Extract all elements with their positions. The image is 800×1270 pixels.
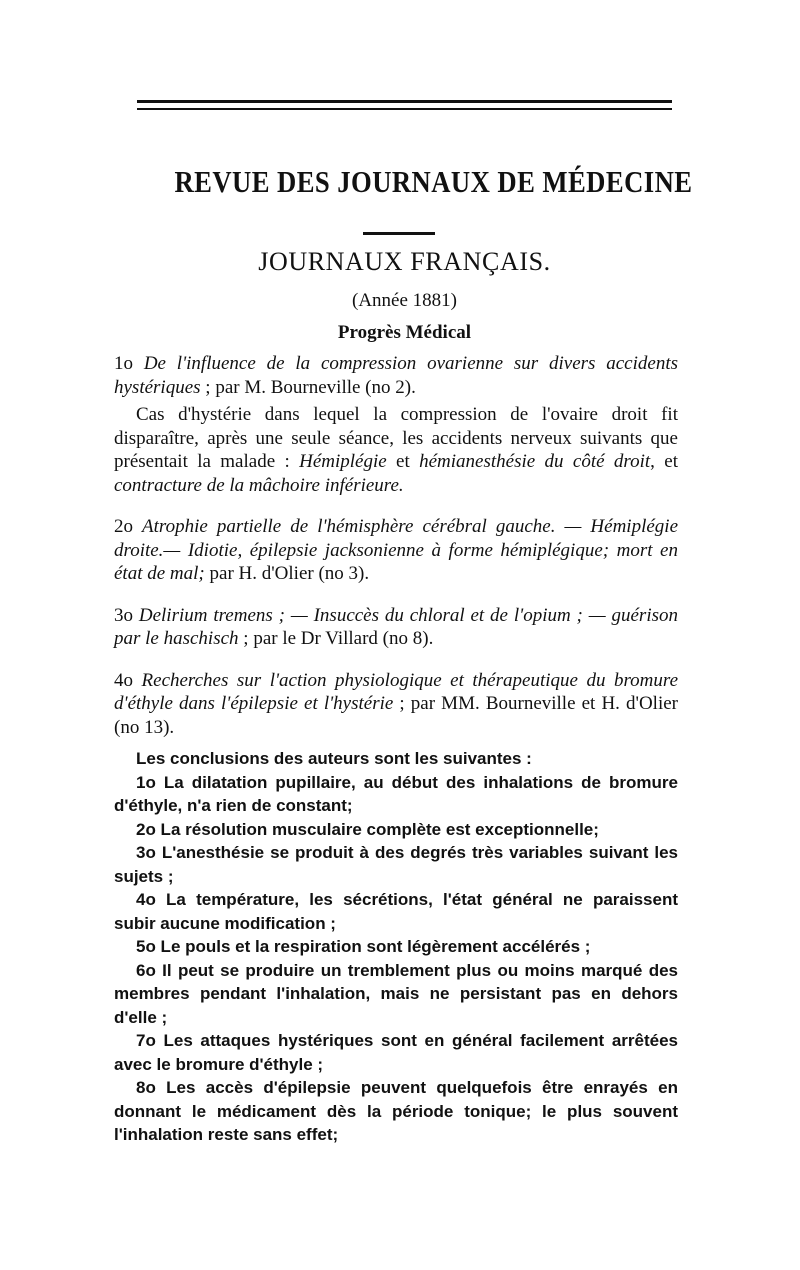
item-title: Recherches sur l'action physiologique et thérapeutique du bromure d'éthyle dans l'épilepsie et l'hystérie <box>114 669 679 714</box>
item-attribution: ; par MM. Bourneville et H. d'Olier (no 13). <box>114 693 678 738</box>
year-label: (Année 1881) <box>352 290 457 311</box>
conclusion-point: 8o Les accès d'épilepsie peuvent quelquefois être enrayés en donnant le médicament dès la période tonique; le plus souvent l'inhalation reste sans effet; <box>114 1078 678 1144</box>
summary-emphasis: Hémiplégie <box>299 451 387 472</box>
page-title: REVUE DES JOURNAUX DE MÉDECINE <box>174 164 693 199</box>
item-attribution: ; par M. Bourneville (no 2). <box>200 376 416 398</box>
item-number: 3o <box>114 604 133 626</box>
item-title: Atrophie partielle de l'hémisphère cérébral gauche. — Hémiplégie droite.— Idiotie, épilepsie jacksonienne à forme hémiplégique; mort en état de mal; <box>114 516 678 584</box>
section-heading: JOURNAUX FRANÇAIS. <box>258 247 551 276</box>
summary-text: Cas d'hystérie dans lequel la compression de l'ovaire droit fit disparaître, après une seule séance, les accidents nerveux suivants que présentait la malade : <box>114 404 678 472</box>
conclusion-point: 4o La température, les sécrétions, l'état général ne paraissent subir aucune modification ; <box>114 890 678 933</box>
summary-emphasis: hémianesthésie du côté droit <box>419 451 651 472</box>
conclusion-point: 7o Les attaques hystériques sont en général facilement arrêtées avec le bromure d'éthyle ; <box>114 1031 678 1074</box>
summary-text: et <box>386 451 420 472</box>
item-summary <box>114 403 678 497</box>
header-rule-bottom <box>137 108 672 110</box>
conclusion-point: 6o Il peut se produire un tremblement plus ou moins marqué des membres pendant l'inhalation, mais ne persistant pas en dehors d'elle ; <box>114 960 678 1027</box>
review-item <box>114 515 678 586</box>
article-body <box>114 352 678 1147</box>
conclusion-point: 5o Le pouls et la respiration sont légèrement accélérés ; <box>136 937 591 956</box>
item-attribution: par H. d'Olier (no 3). <box>204 563 370 584</box>
conclusions-intro: Les conclusions des auteurs sont les suivantes : <box>136 749 532 768</box>
header-rule-top <box>137 100 672 103</box>
conclusion-point: 3o L'anesthésie se produit à des degrés très variables suivant les sujets ; <box>114 843 678 886</box>
item-number: 2o <box>114 516 133 537</box>
item-number: 4o <box>114 669 133 691</box>
item-attribution: ; par le Dr Villard (no 8). <box>238 628 434 649</box>
conclusion-point: 1o La dilatation pupillaire, au début des inhalations de bromure d'éthyle, n'a rien de constant; <box>114 772 678 815</box>
review-item <box>114 352 678 399</box>
item-number: 1o <box>114 353 133 374</box>
summary-text: , et <box>650 451 678 472</box>
conclusion-point: 2o La résolution musculaire complète est exceptionnelle; <box>136 819 599 839</box>
item-title: Delirium tremens ; — Insuccès du chloral et de l'opium ; — guérison par le haschisch <box>114 604 679 649</box>
title-divider <box>363 232 435 235</box>
review-item <box>114 669 678 740</box>
item-title: De l'influence de la compression ovarienne sur divers accidents hystériques <box>114 353 679 398</box>
journal-name: Progrès Médical <box>337 322 472 343</box>
summary-emphasis: contracture de la mâchoire inférieure. <box>114 474 404 496</box>
review-item <box>114 604 678 651</box>
